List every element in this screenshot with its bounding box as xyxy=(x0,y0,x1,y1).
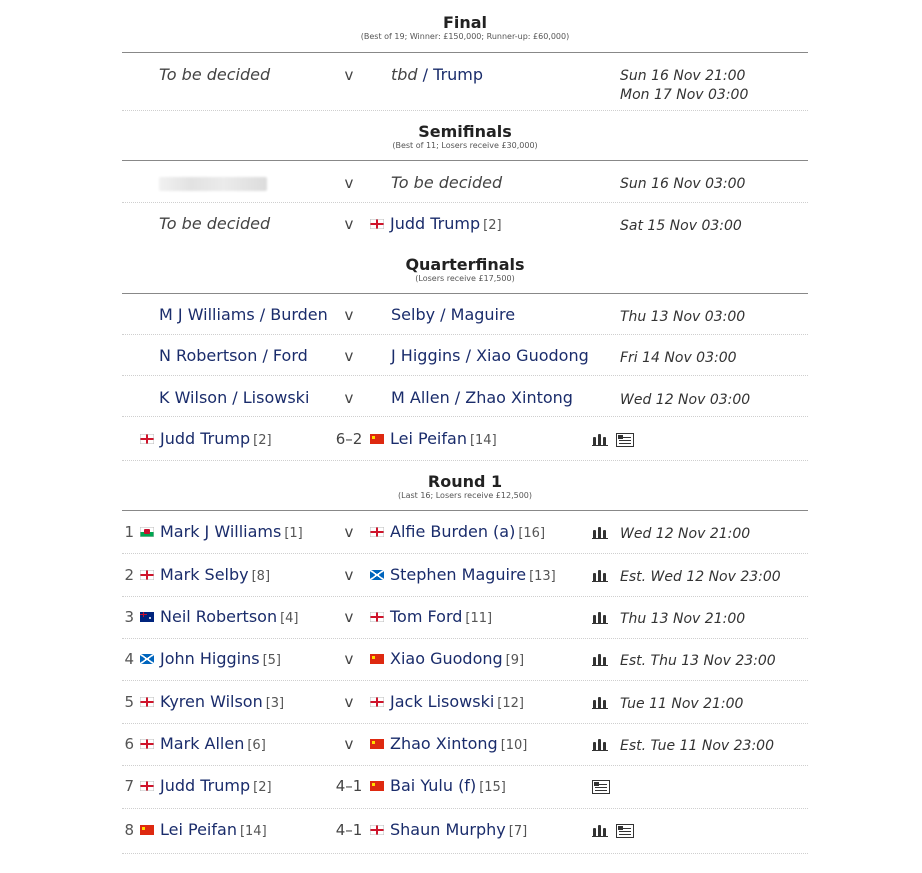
player-link[interactable]: Trump xyxy=(433,65,484,84)
england-flag-icon xyxy=(140,697,154,707)
player-link[interactable]: Shaun Murphy xyxy=(390,820,506,839)
section-quarterfinals xyxy=(122,256,808,284)
player-link[interactable]: Judd Trump xyxy=(160,776,251,795)
score: 4–1 xyxy=(335,821,363,839)
match-date: Thu 13 Nov 21:00 xyxy=(620,611,746,627)
score: 4–1 xyxy=(335,777,363,795)
player-link[interactable]: Mark Allen xyxy=(160,734,245,753)
seed: [15] xyxy=(479,780,506,795)
seed: [11] xyxy=(465,611,493,626)
seed: [12] xyxy=(497,696,524,711)
row-divider xyxy=(122,416,808,417)
player-link[interactable]: Stephen Maguire xyxy=(390,565,527,584)
seed: [8] xyxy=(251,569,271,584)
player1 xyxy=(140,429,272,451)
seed: [2] xyxy=(253,433,272,448)
match-number: 6 xyxy=(124,735,134,753)
player-link[interactable]: Jack Lisowski xyxy=(390,692,495,711)
player1 xyxy=(140,820,267,842)
match-icons xyxy=(592,429,634,449)
section-subtitle: (Best of 19; Winner: £150,000; Runner-up: £60,000) xyxy=(360,32,570,41)
people-icon[interactable] xyxy=(592,527,608,539)
player-link[interactable]: Lei Peifan xyxy=(160,820,237,839)
australia-flag-icon xyxy=(140,612,154,622)
people-icon[interactable] xyxy=(592,825,608,837)
player-link[interactable]: Judd Trump xyxy=(390,214,481,233)
player1-link[interactable]: N Robertson / Ford xyxy=(159,346,308,365)
player-link[interactable]: Mark Selby xyxy=(160,565,249,584)
vs-label: v xyxy=(344,566,354,584)
match-icons xyxy=(592,607,616,627)
people-icon[interactable] xyxy=(592,739,608,751)
match-date: Wed 12 Nov 21:00 xyxy=(620,526,751,542)
vs-label: v xyxy=(344,693,354,711)
player-link[interactable]: Alfie Burden (a) xyxy=(390,522,516,541)
seed: [14] xyxy=(469,433,497,448)
player2-link[interactable]: J Higgins / Xiao Guodong xyxy=(391,346,589,365)
player2 xyxy=(370,429,497,451)
player-link[interactable]: Kyren Wilson xyxy=(160,692,263,711)
player1-link[interactable]: M J Williams / Burden xyxy=(159,305,328,324)
player-link[interactable]: Neil Robertson xyxy=(160,607,278,626)
match-date: Sat 15 Nov 03:00 xyxy=(620,218,742,234)
match-number: 2 xyxy=(124,566,134,584)
match-date: Tue 11 Nov 21:00 xyxy=(620,696,744,712)
england-flag-icon xyxy=(370,825,384,835)
seed: [13] xyxy=(529,569,556,584)
seed: [2] xyxy=(253,780,272,795)
section-divider xyxy=(122,293,808,294)
player-link[interactable]: Judd Trump xyxy=(160,429,251,448)
report-icon[interactable] xyxy=(616,433,634,447)
match-number: 4 xyxy=(124,650,134,668)
player2-link[interactable]: M Allen / Zhao Xintong xyxy=(391,388,573,407)
seed: [1] xyxy=(284,526,303,541)
row-divider xyxy=(122,202,808,203)
match-date: Est. Tue 11 Nov 23:00 xyxy=(620,738,774,754)
player1: To be decided xyxy=(159,65,271,84)
england-flag-icon xyxy=(140,434,154,444)
player1: To be decided xyxy=(159,214,271,233)
player2 xyxy=(370,522,545,544)
player1 xyxy=(140,607,299,629)
player2-link[interactable]: Selby / Maguire xyxy=(391,305,516,324)
row-divider xyxy=(122,553,808,554)
people-icon[interactable] xyxy=(592,654,608,666)
england-flag-icon xyxy=(370,527,384,537)
china-flag-icon xyxy=(370,781,384,791)
seed: [14] xyxy=(239,824,267,839)
england-flag-icon xyxy=(370,697,384,707)
player-link[interactable]: Xiao Guodong xyxy=(390,649,503,668)
vs-label: v xyxy=(344,174,354,192)
vs-label: v xyxy=(344,306,354,324)
player2-separator: / xyxy=(417,65,434,84)
player1-redacted xyxy=(159,173,267,193)
china-flag-icon xyxy=(370,654,384,664)
row-divider xyxy=(122,808,808,809)
row-divider xyxy=(122,723,808,724)
scotland-flag-icon xyxy=(370,570,384,580)
player2 xyxy=(370,820,527,842)
report-icon[interactable] xyxy=(592,780,610,794)
redacted-block xyxy=(159,177,267,191)
player2: To be decided xyxy=(391,173,503,192)
vs-label: v xyxy=(344,389,354,407)
vs-label: v xyxy=(344,347,354,365)
china-flag-icon xyxy=(370,434,384,444)
player1 xyxy=(140,692,284,714)
match-date: Sun 16 Nov 03:00 xyxy=(620,176,746,192)
match-icons xyxy=(592,649,616,669)
vs-label: v xyxy=(344,66,354,84)
player1 xyxy=(140,649,281,671)
match-date: Fri 14 Nov 03:00 xyxy=(620,350,737,366)
seed: [9] xyxy=(505,653,525,668)
section-title: Final xyxy=(442,13,488,32)
match-number: 1 xyxy=(124,523,134,541)
row-divider xyxy=(122,596,808,597)
section-title: Semifinals xyxy=(418,122,512,141)
vs-label: v xyxy=(344,523,354,541)
england-flag-icon xyxy=(140,739,154,749)
section-divider xyxy=(122,510,808,511)
row-divider xyxy=(122,110,808,111)
people-icon[interactable] xyxy=(592,697,608,709)
row-divider xyxy=(122,638,808,639)
player-link[interactable]: Mark J Williams xyxy=(160,522,282,541)
match-number: 5 xyxy=(124,693,134,711)
player1 xyxy=(140,565,270,587)
match-date: Sun 16 Nov 21:00 xyxy=(620,68,746,84)
people-icon[interactable] xyxy=(592,570,608,582)
player-link[interactable]: Tom Ford xyxy=(390,607,463,626)
vs-label: v xyxy=(344,735,354,753)
wales-flag-icon xyxy=(140,527,154,537)
england-flag-icon xyxy=(140,570,154,580)
match-icons xyxy=(592,522,616,542)
people-icon[interactable] xyxy=(592,434,608,446)
player-link[interactable]: John Higgins xyxy=(160,649,260,668)
match-date: Est. Wed 12 Nov 23:00 xyxy=(620,569,781,585)
england-flag-icon xyxy=(370,612,384,622)
row-divider xyxy=(122,853,808,854)
player-link[interactable]: Bai Yulu (f) xyxy=(390,776,477,795)
seed: [5] xyxy=(262,653,282,668)
seed: [3] xyxy=(265,696,285,711)
match-icons xyxy=(592,820,634,840)
player1-link[interactable]: K Wilson / Lisowski xyxy=(159,388,310,407)
player1 xyxy=(140,776,272,798)
row-divider xyxy=(122,375,808,376)
section-title: Quarterfinals xyxy=(405,255,525,274)
china-flag-icon xyxy=(370,739,384,749)
section-final xyxy=(122,14,808,42)
player2 xyxy=(370,776,506,798)
match-date: Wed 12 Nov 03:00 xyxy=(620,392,751,408)
match-icons xyxy=(592,776,610,796)
vs-label: v xyxy=(344,608,354,626)
section-subtitle: (Last 16; Losers receive £12,500) xyxy=(397,491,533,500)
vs-label: v xyxy=(344,215,354,233)
seed: [16] xyxy=(518,526,546,541)
player2 xyxy=(370,565,556,587)
china-flag-icon xyxy=(140,825,154,835)
match-number: 8 xyxy=(124,821,134,839)
match-date: Thu 13 Nov 03:00 xyxy=(620,309,746,325)
vs-label: v xyxy=(344,650,354,668)
match-date-2: Mon 17 Nov 03:00 xyxy=(620,87,749,103)
section-subtitle: (Losers receive £17,500) xyxy=(415,274,515,283)
section-divider xyxy=(122,52,808,53)
player2 xyxy=(370,214,502,236)
match-icons xyxy=(592,734,616,754)
player2 xyxy=(370,649,524,671)
seed: [7] xyxy=(508,824,528,839)
row-divider xyxy=(122,334,808,335)
people-icon[interactable] xyxy=(592,612,608,624)
match-number: 7 xyxy=(124,777,134,795)
player2 xyxy=(391,65,483,85)
player2 xyxy=(370,607,492,629)
player1 xyxy=(140,522,303,544)
seed: [6] xyxy=(247,738,266,753)
match-date: Est. Thu 13 Nov 23:00 xyxy=(620,653,776,669)
row-divider xyxy=(122,680,808,681)
section-divider xyxy=(122,160,808,161)
section-subtitle: (Best of 11; Losers receive £30,000) xyxy=(392,141,538,150)
seed: [2] xyxy=(483,218,502,233)
scotland-flag-icon xyxy=(140,654,154,664)
player2-tbd: tbd xyxy=(391,65,418,84)
row-divider xyxy=(122,460,808,461)
seed: [4] xyxy=(280,611,299,626)
player2 xyxy=(370,692,524,714)
england-flag-icon xyxy=(140,781,154,791)
section-round1 xyxy=(122,473,808,501)
section-title: Round 1 xyxy=(427,472,503,491)
player-link[interactable]: Lei Peifan xyxy=(390,429,467,448)
match-icons xyxy=(592,692,616,712)
player1 xyxy=(140,734,266,756)
match-icons xyxy=(592,565,616,585)
england-flag-icon xyxy=(370,219,384,229)
row-divider xyxy=(122,765,808,766)
report-icon[interactable] xyxy=(616,824,634,838)
match-number: 3 xyxy=(124,608,134,626)
score: 6–2 xyxy=(335,430,363,448)
player-link[interactable]: Zhao Xintong xyxy=(390,734,498,753)
section-semifinals xyxy=(122,123,808,151)
seed: [10] xyxy=(500,738,528,753)
player2 xyxy=(370,734,527,756)
